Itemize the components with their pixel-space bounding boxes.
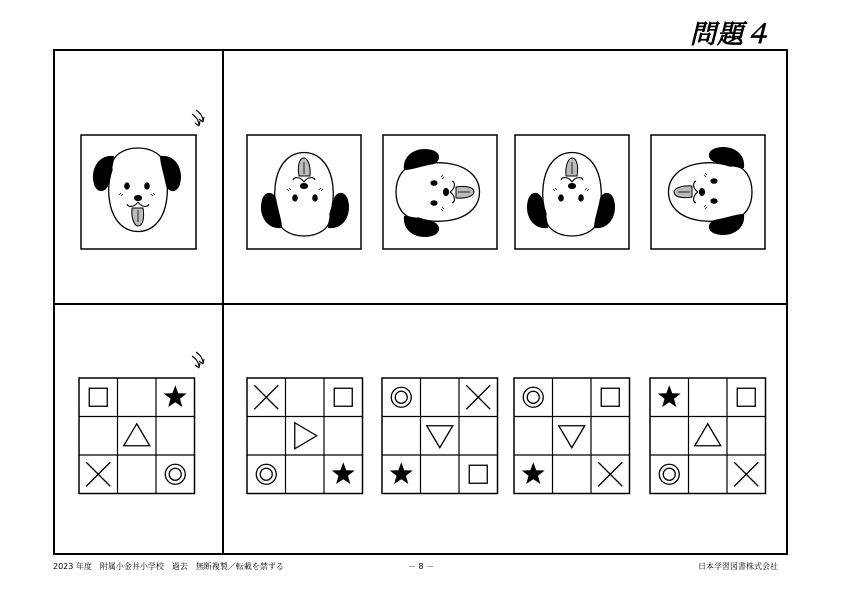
footer-publisher: 日本学習図書株式会社 — [698, 562, 778, 571]
grid-example — [79, 378, 195, 494]
rotate-arrow-icon — [192, 110, 204, 126]
dog-choice-3[interactable] — [515, 135, 629, 249]
dog-choice-4[interactable] — [651, 135, 765, 249]
page-title: 問題４ — [690, 20, 772, 50]
dog-choice-1[interactable] — [247, 135, 361, 249]
grid-choice-2[interactable] — [382, 378, 498, 494]
grid-choice-1[interactable] — [247, 378, 363, 494]
grid-choice-4[interactable] — [650, 378, 766, 494]
footer-copyright: 2023 年度 附属小金井小学校 過去 無断複製／転載を禁ずる — [53, 562, 284, 571]
rotate-arrow-icon — [192, 352, 204, 368]
dog-choice-2[interactable] — [383, 135, 497, 249]
dog-example — [81, 135, 196, 249]
footer-page-number: － 8 － — [408, 562, 435, 571]
grid-choice-3[interactable] — [514, 378, 630, 494]
